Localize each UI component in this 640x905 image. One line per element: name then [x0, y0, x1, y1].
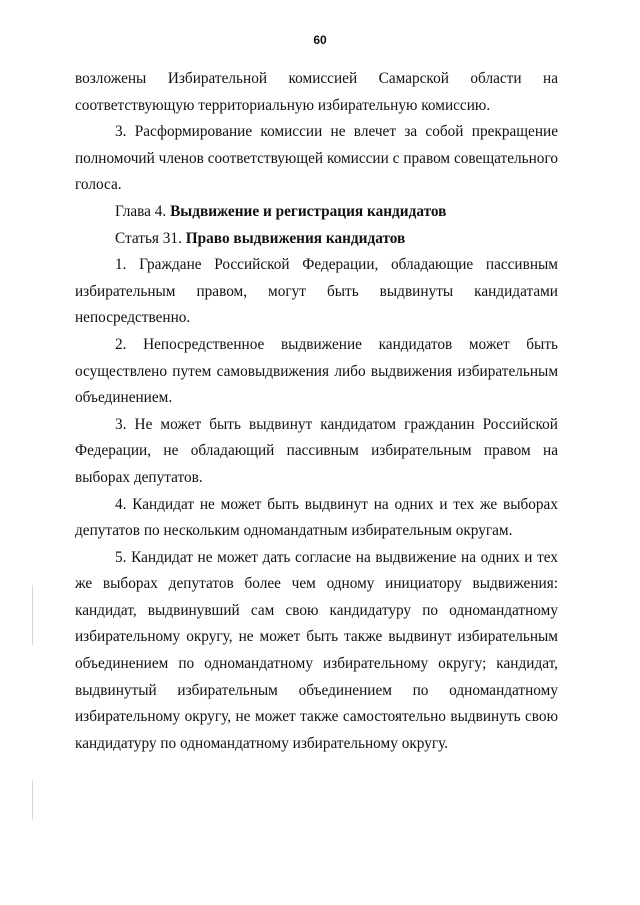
page-number: 60 [313, 33, 327, 47]
paragraph-continuation: возложены Избирательной комиссией Самарской области на соответствующую территориальную избирательную комиссию. [75, 70, 558, 114]
scan-edge-mark [32, 780, 33, 820]
article-heading [75, 226, 558, 253]
chapter-heading [75, 199, 558, 226]
chapter-title: Выдвижение и регистрация кандидатов [170, 202, 447, 220]
article-paragraph-4: 4. Кандидат не может быть выдвинут на одних и тех же выборах депутатов по нескольким одномандатным избирательным округам. [75, 495, 558, 540]
article-paragraph-1: 1. Граждане Российской Федерации, обладающие пассивным избирательным правом, могут быть выдвинуты кандидатами непосредственно. [75, 256, 558, 327]
article-paragraph-5: 5. Кандидат не может дать согласие на выдвижение на одних и тех же выборах депутатов более чем одному инициатору выдвижения: кандидат, выдвинувший сам свою кандидатуру по одномандатному избирательному округу, не может быть также выдвинут избирательным объединением по одномандатному избирательному округу; кандидат, выдвинутый избирательным объединением по одномандатному избирательному округу, не может также самостоятельно выдвинуть свою кандидатуру по одномандатному избирательному округу. [75, 548, 558, 752]
scan-edge-mark [32, 585, 33, 645]
chapter-prefix: Глава 4. [115, 202, 167, 220]
article-title: Право выдвижения кандидатов [185, 229, 406, 247]
article-paragraph-2: 2. Непосредственное выдвижение кандидатов может быть осуществлено путем самовыдвижения либо выдвижения избирательным объединением. [75, 335, 558, 407]
document-body [75, 66, 558, 757]
article-prefix: Статья 31. [115, 229, 182, 247]
paragraph-dissolution: 3. Расформирование комиссии не влечет за собой прекращение полномочий членов соответствующей комиссии с правом совещательного голоса. [75, 123, 558, 194]
article-paragraph-3: 3. Не может быть выдвинут кандидатом гражданин Российской Федерации, не обладающий пассивным избирательным правом на выборах депутатов. [75, 415, 558, 486]
